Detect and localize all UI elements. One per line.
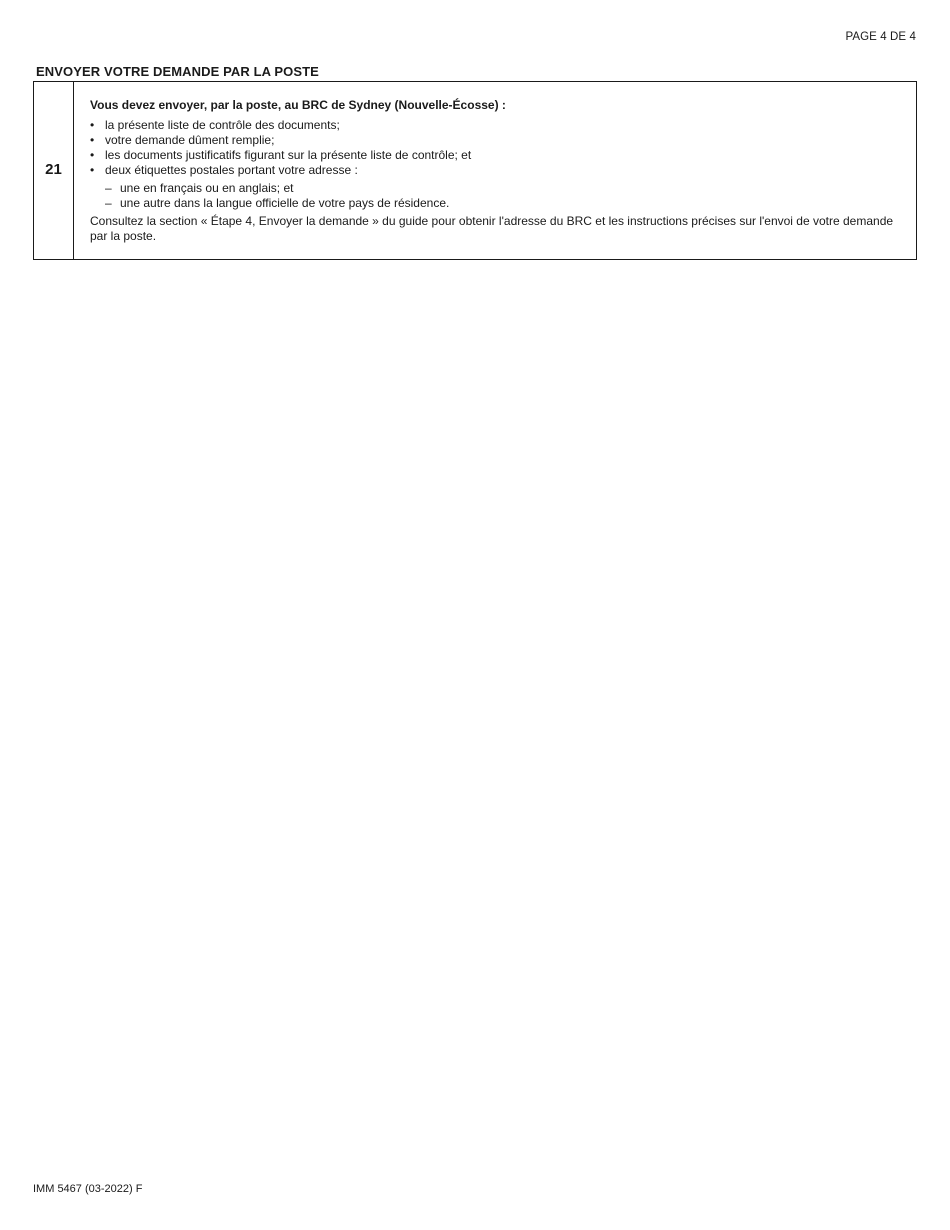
list-item-text: deux étiquettes postales portant votre adresse : bbox=[105, 163, 358, 177]
bullet-icon: • bbox=[90, 148, 95, 162]
section-heading: ENVOYER VOTRE DEMANDE PAR LA POSTE bbox=[36, 64, 319, 79]
instructions-content bbox=[74, 82, 916, 259]
sublist-item-text: une autre dans la langue officielle de votre pays de résidence. bbox=[120, 196, 450, 210]
list-item-text: la présente liste de contrôle des documents; bbox=[105, 118, 340, 132]
required-items-list bbox=[90, 118, 898, 178]
form-identifier: IMM 5467 (03-2022) F bbox=[33, 1183, 143, 1195]
dash-icon: – bbox=[105, 196, 112, 210]
sublist-item-text: une en français ou en anglais; et bbox=[120, 181, 294, 195]
bullet-icon: • bbox=[90, 118, 95, 132]
list-item-text: votre demande dûment remplie; bbox=[105, 133, 275, 147]
sublist-item bbox=[105, 196, 898, 211]
bullet-icon: • bbox=[90, 133, 95, 147]
bullet-icon: • bbox=[90, 163, 95, 177]
mailing-labels-sublist bbox=[90, 181, 898, 211]
list-item bbox=[90, 148, 898, 163]
item-number: 21 bbox=[34, 82, 74, 259]
list-item bbox=[90, 163, 898, 178]
list-item-text: les documents justificatifs figurant sur la présente liste de contrôle; et bbox=[105, 148, 472, 162]
list-item bbox=[90, 133, 898, 148]
guide-reference-note: Consultez la section « Étape 4, Envoyer la demande » du guide pour obtenir l'adresse du BRC et les instructions précises sur l'envoi de votre demande par la poste. bbox=[90, 214, 894, 243]
mailing-instructions-box bbox=[33, 81, 917, 260]
instructions-intro: Vous devez envoyer, par la poste, au BRC de Sydney (Nouvelle-Écosse) : bbox=[90, 98, 506, 112]
dash-icon: – bbox=[105, 181, 112, 195]
page-number: PAGE 4 DE 4 bbox=[845, 31, 916, 43]
sublist-item bbox=[105, 181, 898, 196]
list-item bbox=[90, 118, 898, 133]
